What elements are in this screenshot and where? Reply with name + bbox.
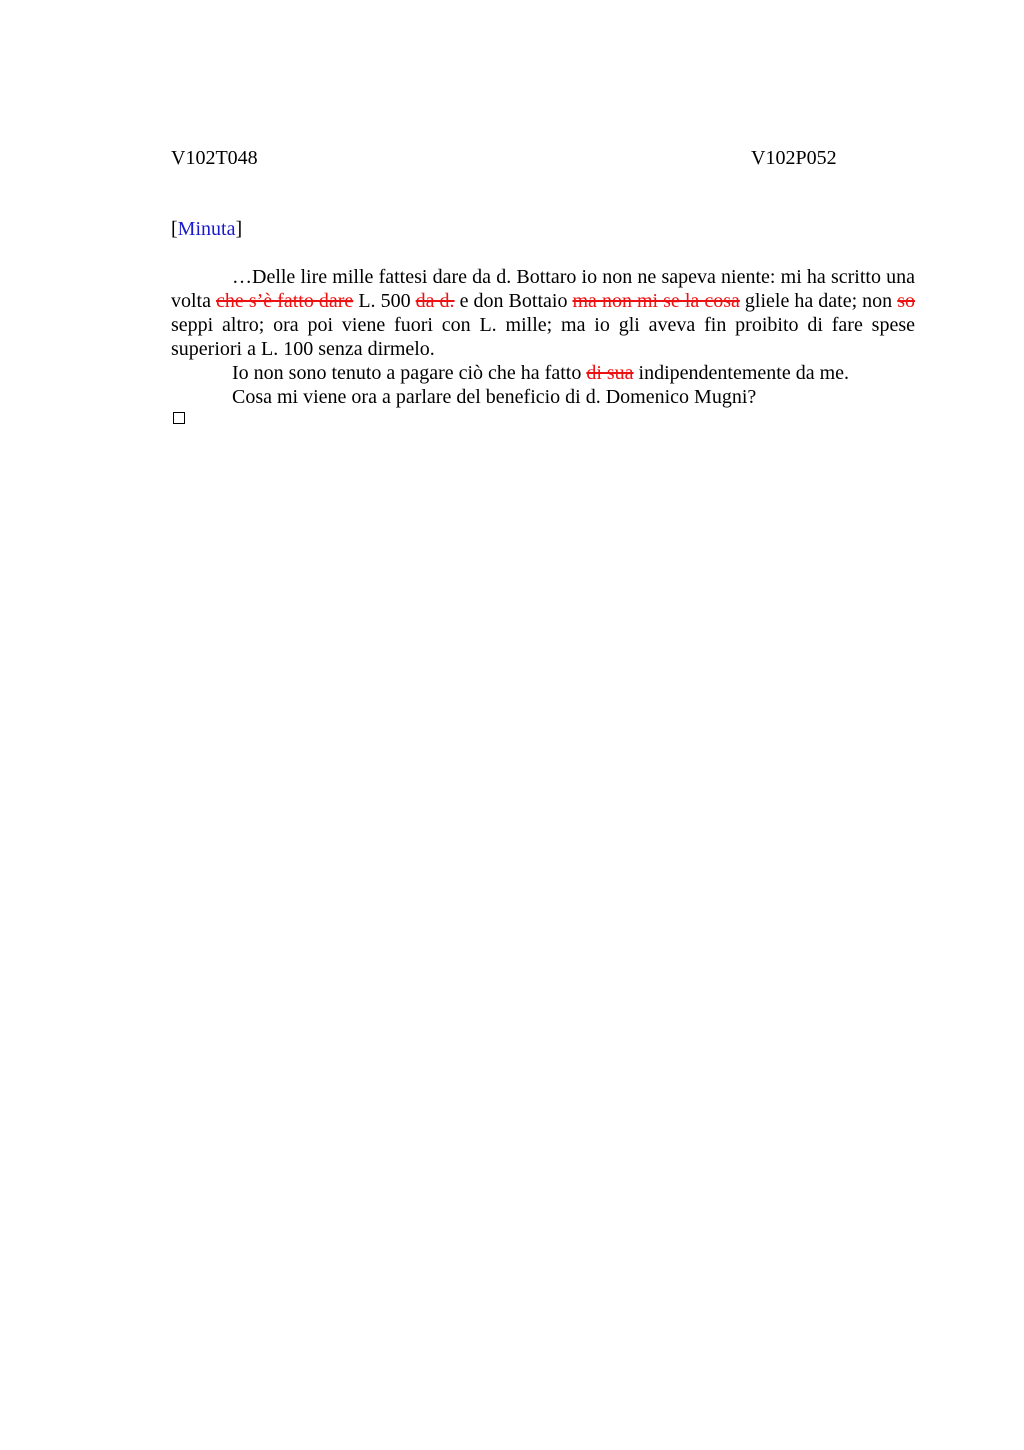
label-text: Minuta bbox=[177, 218, 236, 240]
document-code-left: V102T048 bbox=[171, 147, 258, 169]
label-bracket-close: ] bbox=[235, 218, 243, 240]
paragraph-1 bbox=[171, 265, 915, 361]
letter-body bbox=[171, 265, 915, 409]
paragraph-2 bbox=[171, 361, 915, 385]
text-run: seppi altro; ora poi viene fuori con L. mille; ma io gli aveva fin proibito di fare spese superiori a L. 100 senza dirmelo. bbox=[171, 314, 915, 360]
text-run: gliele ha date; non bbox=[739, 290, 898, 312]
deleted-text: che s’è fatto dare bbox=[216, 290, 354, 312]
deleted-text: di sua bbox=[586, 362, 634, 384]
text-run: …Delle lire mille fattesi dare da d. Bottaro io non ne sapeva niente: mi ha scritto una volta bbox=[171, 266, 915, 312]
square-outline-icon bbox=[173, 412, 185, 424]
deleted-text: ma non mi se la cosa bbox=[572, 290, 740, 312]
text-run: Cosa mi viene ora a parlare del beneficio di d. Domenico Mugni? bbox=[232, 386, 757, 408]
deleted-text: so bbox=[897, 290, 916, 312]
deleted-text: da d. bbox=[415, 290, 455, 312]
label-bracket-open: [ bbox=[171, 218, 178, 240]
text-run: L. 500 bbox=[353, 290, 416, 312]
text-run: Io non sono tenuto a pagare ciò che ha fatto bbox=[232, 362, 587, 384]
text-run: e don Bottaio bbox=[454, 290, 573, 312]
document-code-right: V102P052 bbox=[751, 147, 837, 169]
text-run: indipendentemente da me. bbox=[633, 362, 850, 384]
document-type-label bbox=[171, 217, 242, 241]
paragraph-3 bbox=[171, 385, 915, 409]
